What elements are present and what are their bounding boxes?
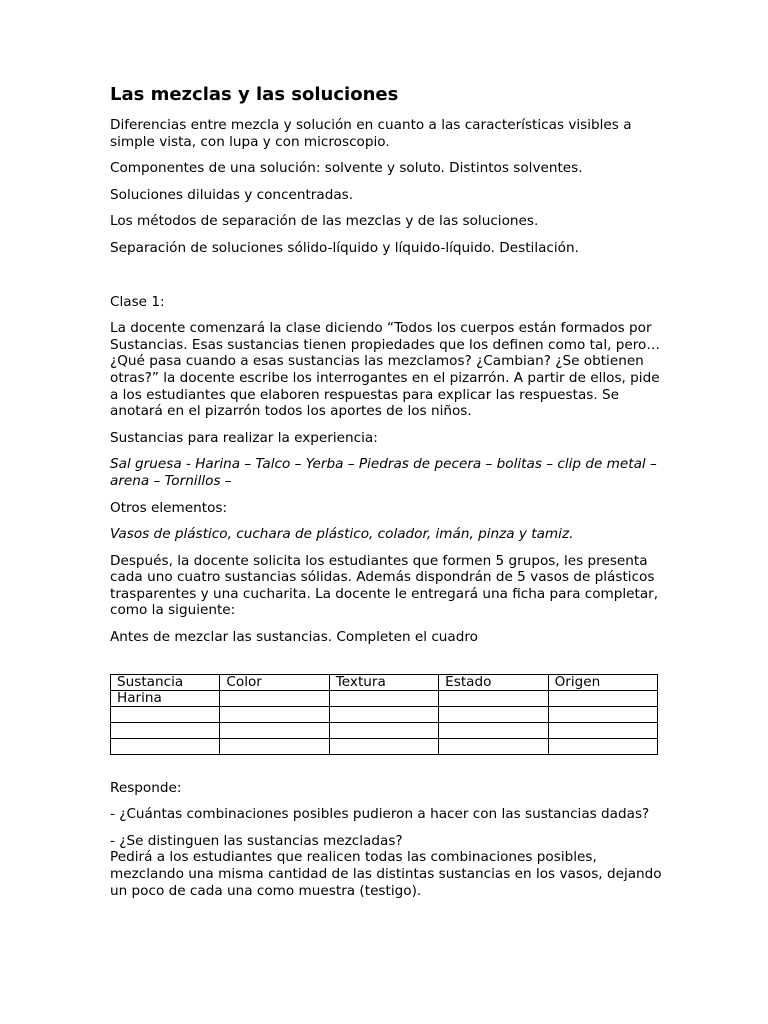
clase-heading: Clase 1: [110, 293, 165, 310]
sustancias-label: Sustancias para realizar la experiencia: [110, 429, 378, 446]
table-header-cell: Estado [439, 674, 548, 690]
table-cell [329, 722, 438, 738]
otros-label: Otros elementos: [110, 499, 228, 516]
intro-paragraph: Separación de soluciones sólido-líquido y líquido-líquido. Destilación. [110, 239, 579, 256]
despues-paragraph: Después, la docente solicita los estudiantes que formen 5 grupos, les presenta cada uno cuatro sustancias sólidas. Además dispondrán de 5 vasos de plásticos trasparentes y una cucharita. La docente le entregará una ficha para completar, como la siguiente: [110, 552, 659, 619]
table-cell [548, 738, 657, 754]
table-cell [220, 690, 329, 706]
table-cell [329, 706, 438, 722]
document-page [110, 84, 665, 909]
sustancias-list: Sal gruesa - Harina – Talco – Yerba – Piedras de pecera – bolitas – clip de metal –arena – Tornillos – [110, 456, 657, 489]
table-cell [111, 706, 220, 722]
question-2: - ¿Se distinguen las sustancias mezcladas? [110, 832, 403, 849]
intro-paragraph: Diferencias entre mezcla y solución en cuanto a las características visibles a simple vista, con lupa y con microscopio. [110, 117, 632, 150]
table-cell [548, 722, 657, 738]
table-cell [220, 738, 329, 754]
table-cell [439, 722, 548, 738]
intro-paragraph: Componentes de una solución: solvente y soluto. Distintos solventes. [110, 160, 583, 177]
table-cell: Harina [111, 690, 220, 706]
table-header-cell: Origen [548, 674, 657, 690]
responde-label: Responde: [110, 779, 182, 796]
intro-paragraph: Los métodos de separación de las mezclas y de las soluciones. [110, 213, 539, 230]
table-row [111, 690, 658, 706]
table-cell [548, 706, 657, 722]
question-1: - ¿Cuántas combinaciones posibles pudieron a hacer con las sustancias dadas? [110, 806, 650, 823]
final-paragraph: Pedirá a los estudiantes que realicen todas las combinaciones posibles, mezclando una misma cantidad de las distintas sustancias en los vasos, dejando un poco de cada una como muestra (testigo). [110, 849, 662, 899]
antes-label: Antes de mezclar las sustancias. Completen el cuadro [110, 629, 478, 646]
table-header-row [111, 674, 658, 690]
table-cell [439, 706, 548, 722]
document-title: Las mezclas y las soluciones [110, 84, 399, 105]
table-cell [439, 690, 548, 706]
table-cell [220, 722, 329, 738]
table-cell [111, 722, 220, 738]
table-header-cell: Textura [329, 674, 438, 690]
table-cell [111, 738, 220, 754]
table-cell [329, 690, 438, 706]
table-header-cell: Color [220, 674, 329, 690]
table-row [111, 722, 658, 738]
table-row [111, 738, 658, 754]
substances-table [110, 674, 658, 755]
intro-paragraph: Soluciones diluidas y concentradas. [110, 186, 354, 203]
clase-paragraph: La docente comenzará la clase diciendo “Todos los cuerpos están formados por Sustancias. Esas sustancias tienen propiedades que los definen como tal, pero… ¿Qué pasa cuando a esas sustancias las mezclamos? ¿Cambian? ¿Se obtienen otras?” la docente escribe los interrogantes en el pizarrón. A partir de ellos, pide a los estudiantes que elaboren respuestas para explicar las respuestas. Se anotará en el pizarrón todos los aportes de los niños. [110, 320, 660, 420]
otros-list: Vasos de plástico, cuchara de plástico, colador, imán, pinza y tamiz. [110, 526, 574, 543]
table-cell [329, 738, 438, 754]
table-cell [220, 706, 329, 722]
spacer [110, 267, 665, 294]
table-row [111, 706, 658, 722]
table-cell [548, 690, 657, 706]
table-header-cell: Sustancia [111, 674, 220, 690]
table-cell [439, 738, 548, 754]
